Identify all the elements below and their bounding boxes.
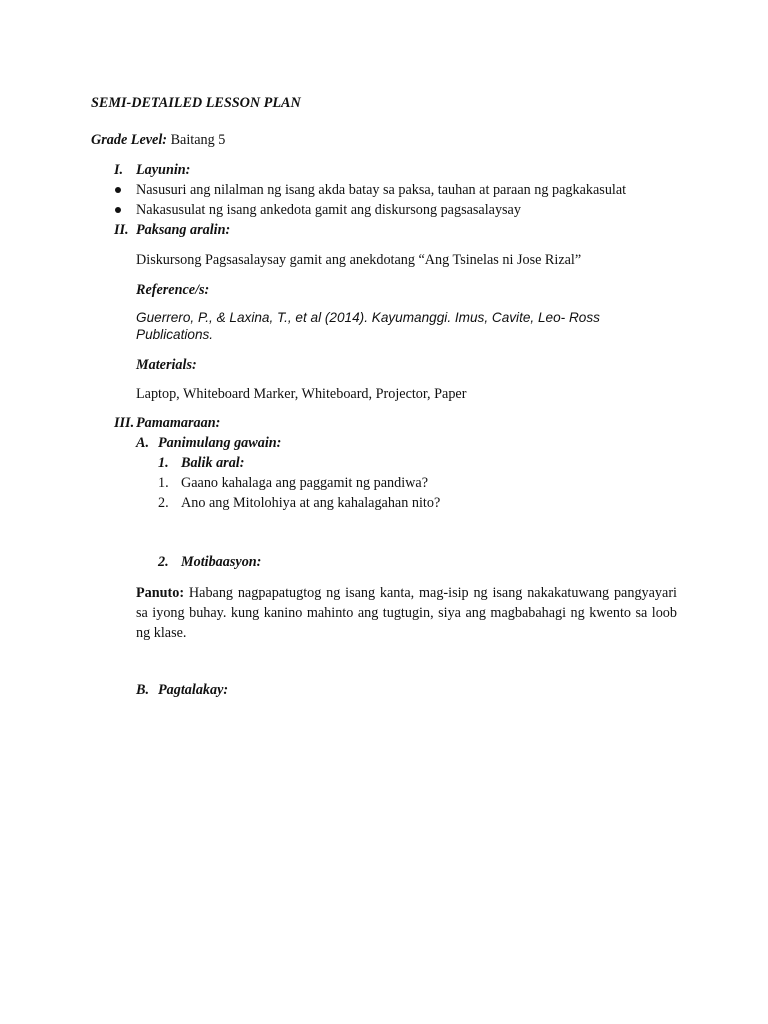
document-title: SEMI-DETAILED LESSON PLAN <box>91 95 301 111</box>
bullet-icon <box>115 207 121 213</box>
reference-line: Guerrero, P., & Laxina, T., et al (2014). Kayumanggi. Imus, Cavite, Leo- Ross <box>136 310 600 325</box>
subsection-a-number: A. <box>136 435 150 451</box>
grade-level-line <box>91 132 225 149</box>
instruction-paragraph <box>136 583 677 643</box>
materials-heading: Materials: <box>136 357 197 373</box>
reference-heading: Reference/s: <box>136 282 210 298</box>
reference-line: Publications. <box>136 327 214 342</box>
motivation-number: 2. <box>158 554 169 570</box>
grade-level-value: Baitang 5 <box>170 132 226 148</box>
section-1-heading: Layunin: <box>136 162 191 178</box>
objective-item: Nakasusulat ng isang ankedota gamit ang diskursong pagsasalaysay <box>136 202 521 218</box>
materials-text: Laptop, Whiteboard Marker, Whiteboard, Projector, Paper <box>136 386 467 402</box>
grade-level-label: Grade Level: <box>91 132 168 148</box>
bullet-icon <box>115 187 121 193</box>
subsection-b-heading: Pagtalakay: <box>158 682 229 698</box>
section-1-number: I. <box>114 162 124 178</box>
instruction-text: Habang nagpapatugtog ng isang kanta, mag-isip ng isang nakakatuwang pangyayari sa iyong buhay. kung kanino mahinto ang tugtugin, siya ang magbabahagi ng kwento sa loob ng klase. <box>136 585 677 641</box>
objective-item: Nasusuri ang nilalman ng isang akda batay sa paksa, tauhan at paraan ng pagkakasulat <box>136 182 627 198</box>
section-3-heading: Pamamaraan: <box>136 415 221 431</box>
question-number: 1. <box>158 475 169 491</box>
balik-aral-heading: Balik aral: <box>181 455 245 471</box>
question-text: Ano ang Mitolohiya at ang kahalagahan nito? <box>181 495 441 511</box>
section-3-number: III. <box>114 415 135 431</box>
instruction-label: Panuto: <box>136 585 185 601</box>
balik-aral-number: 1. <box>158 455 169 471</box>
question-text: Gaano kahalaga ang paggamit ng pandiwa? <box>181 475 428 491</box>
subsection-a-heading: Panimulang gawain: <box>158 435 282 451</box>
subsection-b-number: B. <box>136 682 150 698</box>
section-2-heading: Paksang aralin: <box>136 222 231 238</box>
question-number: 2. <box>158 495 169 511</box>
topic-text: Diskursong Pagsasalaysay gamit ang anekdotang “Ang Tsinelas ni Jose Rizal” <box>136 252 582 268</box>
motivation-heading: Motibaasyon: <box>181 554 262 570</box>
section-2-number: II. <box>114 222 129 238</box>
